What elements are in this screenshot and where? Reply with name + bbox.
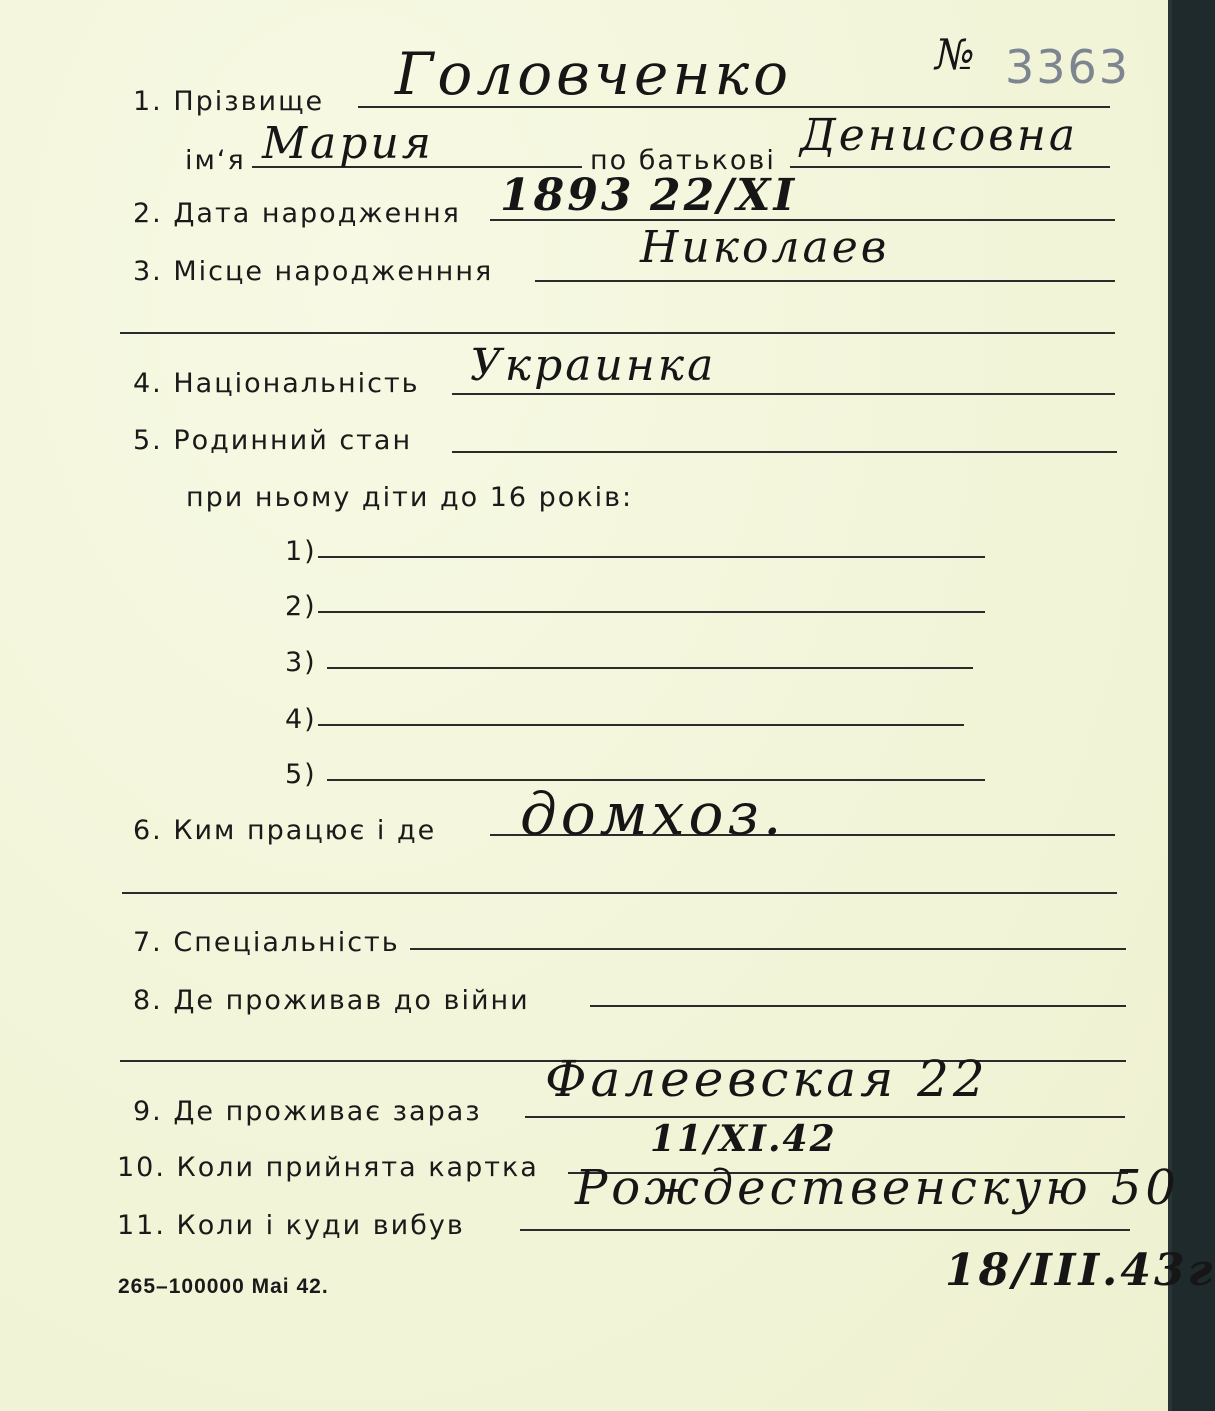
birth-day-value: 22/XI — [650, 170, 798, 221]
prewar-residence-line — [590, 1005, 1126, 1007]
child-3-line — [327, 667, 973, 669]
child-1-label: 1) — [285, 536, 317, 567]
nationality-label: 4. Національність — [133, 368, 420, 399]
children-label: при ньому діти до 16 років: — [186, 482, 634, 513]
child-5-label: 5) — [285, 759, 317, 790]
birth-place-value: Николаев — [640, 222, 890, 273]
card-accepted-label: 10. Коли прийнята картка — [117, 1152, 539, 1183]
patronymic-line — [790, 166, 1110, 168]
print-code: 265–100000 Mai 42. — [118, 1275, 329, 1298]
current-residence-label: 9. Де проживає зараз — [133, 1096, 482, 1127]
child-4-label: 4) — [285, 704, 317, 735]
surname-label: 1. Прізвище — [133, 86, 325, 117]
card-number: 3363 — [1005, 40, 1131, 94]
birth-place-label: 3. Місце народженння — [133, 256, 494, 287]
child-1-line — [318, 556, 985, 558]
nationality-value: Украинка — [470, 340, 717, 391]
card-accepted-value: 11/XI.42 — [650, 1118, 837, 1160]
patronymic-label: по батькові — [590, 145, 776, 176]
current-residence-value: Фалеевская 22 — [545, 1050, 989, 1108]
child-3-label: 3) — [285, 647, 317, 678]
birth-place-line — [535, 280, 1115, 282]
specialty-label: 7. Спеціальність — [133, 927, 400, 958]
child-4-line — [318, 724, 964, 726]
patronymic-value: Денисовна — [800, 110, 1079, 161]
occupation-line-2 — [122, 892, 1117, 894]
occupation-label: 6. Ким працює і де — [133, 815, 437, 846]
birth-place-line-2 — [120, 332, 1115, 334]
birth-date-label: 2. Дата народження — [133, 198, 461, 229]
specialty-line — [410, 948, 1126, 950]
marital-status-label: 5. Родинний стан — [133, 425, 413, 456]
nationality-line — [452, 393, 1115, 395]
child-2-label: 2) — [285, 591, 317, 622]
surname-value: Головченко — [395, 40, 793, 108]
occupation-value: домхоз. — [520, 780, 786, 848]
first-name-value: Мария — [262, 118, 434, 169]
departed-line — [520, 1229, 1130, 1231]
child-2-line — [318, 611, 985, 613]
birth-year-value: 1893 — [500, 170, 635, 221]
marital-status-line — [452, 451, 1117, 453]
departed-date: 18/III.43г — [945, 1245, 1215, 1296]
departed-label: 11. Коли і куди вибув — [117, 1210, 465, 1241]
first-name-label: ім‘я — [185, 145, 246, 176]
departed-destination: Рождественскую 50 — [575, 1160, 1180, 1216]
prewar-residence-label: 8. Де проживав до війни — [133, 985, 530, 1016]
card-number-prefix: № — [935, 30, 978, 79]
